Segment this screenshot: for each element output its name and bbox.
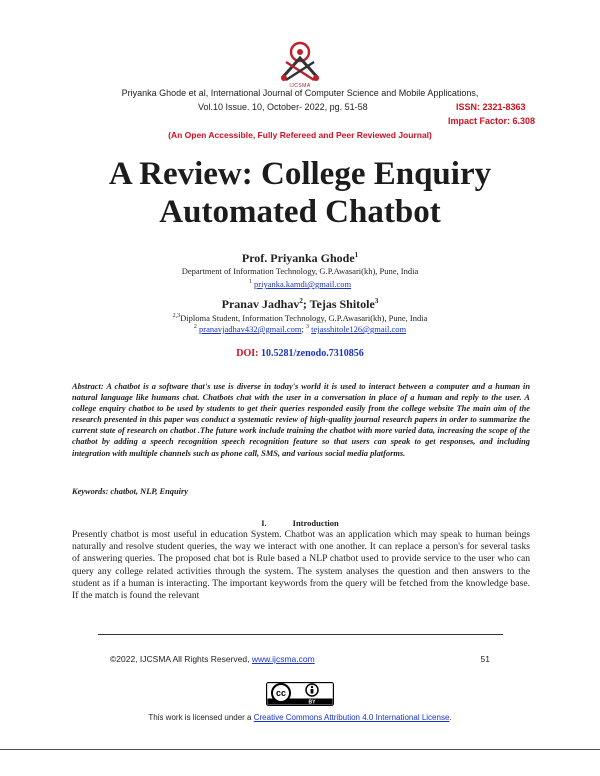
author-1-name: Prof. Priyanka Ghode$^1$ (241, 251, 359, 265)
doi: DOI: 10.5281/zenodo.7310856 (236, 348, 364, 359)
logo-text: IJCSMA (289, 83, 311, 89)
citation-line-2: Vol.10 Issue. 10, October- 2022, pg. 51-58 (198, 102, 368, 112)
author-3-email-link[interactable]: tejasshitole126@gmail.com (311, 323, 407, 334)
svg-text:BY: BY (308, 699, 316, 706)
author-2-3-emails: $^2$ pranavjadhav432@gmail.com; $^3$ tejasshitole126@gmail.com (193, 323, 407, 334)
keywords: Keywords: chatbot, NLP, Enquiry (72, 487, 188, 496)
title-line-1: A Review: College Enquiry (108, 156, 492, 192)
page-number: 51 (480, 654, 490, 664)
section-heading: I. Introduction (261, 518, 339, 528)
abstract: Abstract: A chatbot is a software that's use is diverse in today's world it is used to interact between a computer and a human in natural language like humans chat. Chatbots chat with the user in a conversation in place of a human and reply to the user. A college enquiry chatbot to be used by students to get their queries responded easily from the college website The main aim of the research presented in this paper was conduct a systematic review of high-quality journal research papers in order to summarize the current state of research on chatbot .The future work include training the chatbot with more varied data, increasing the scope of the chatbot by adding a speech recognition speech recognition feature so that users can speak to get responses, and including integration with multiple channels such as phone call, SMS, and various social media platforms. (72, 382, 530, 458)
author-1-email-link[interactable]: priyanka.kamdi@gmail.com (254, 278, 352, 289)
license-link[interactable]: Creative Commons Attribution 4.0 International License (253, 713, 450, 722)
doi-link[interactable]: 10.5281/zenodo.7310856 (260, 348, 364, 359)
license-line: This work is licensed under a Creative Commons Attribution 4.0 International License. (148, 713, 452, 722)
ijcsma-logo-icon (276, 38, 324, 84)
author-1-affiliation: Department of Information Technology, G.P.Awasari(kh), Pune, India (181, 266, 419, 276)
issn: ISSN: 2321-8363 (456, 102, 526, 112)
site-link[interactable]: www.ijcsma.com (251, 654, 315, 664)
footer-divider (98, 634, 503, 635)
cc-by-badge-icon[interactable] (266, 682, 334, 706)
author-2-3-names: Pranav Jadhav$^2$; Tejas Shitole$^3$ (221, 297, 379, 311)
introduction-text: Presently chatbot is most useful in education System. Chatbot was an application which may speak to human beings naturally and resolve student queries, the way we interact with one another. It can replace a person's for several tasks of answering queries. The proposed chat bot is Rule based a NLP chatbot used to provide service to the user who can query any college related activities through the system. The system analyses the question and then answers to the student as if a human is interacting. The important keywords from the query will be fetched from the knowledge base. If the match is found the relevant (72, 529, 530, 602)
title-line-2: Automated Chatbot (159, 194, 441, 230)
bottom-rule (0, 749, 600, 750)
author-2-email-link[interactable]: pranavjadhav432@gmail.com (199, 323, 302, 334)
author-2-3-affiliation: $^{2,3}$Diploma Student, Information Technology, G.P.Awasari(kh), Pune, India (172, 312, 428, 323)
author-1-email-line: $^1$ priyanka.kamdi@gmail.com (248, 278, 352, 289)
impact-factor: Impact Factor: 6.308 (448, 116, 536, 126)
citation-line-1: Priyanka Ghode et al, International Journal of Computer Science and Mobile Applications, (121, 88, 479, 98)
page-footer: ©2022, IJCSMA All Rights Reserved, www.ijcsma.com 51 (110, 654, 490, 664)
open-access-note: (An Open Accessible, Fully Refereed and Peer Reviewed Journal) (168, 130, 432, 140)
paper-title (0, 155, 600, 231)
svg-text:cc: cc (275, 688, 287, 698)
